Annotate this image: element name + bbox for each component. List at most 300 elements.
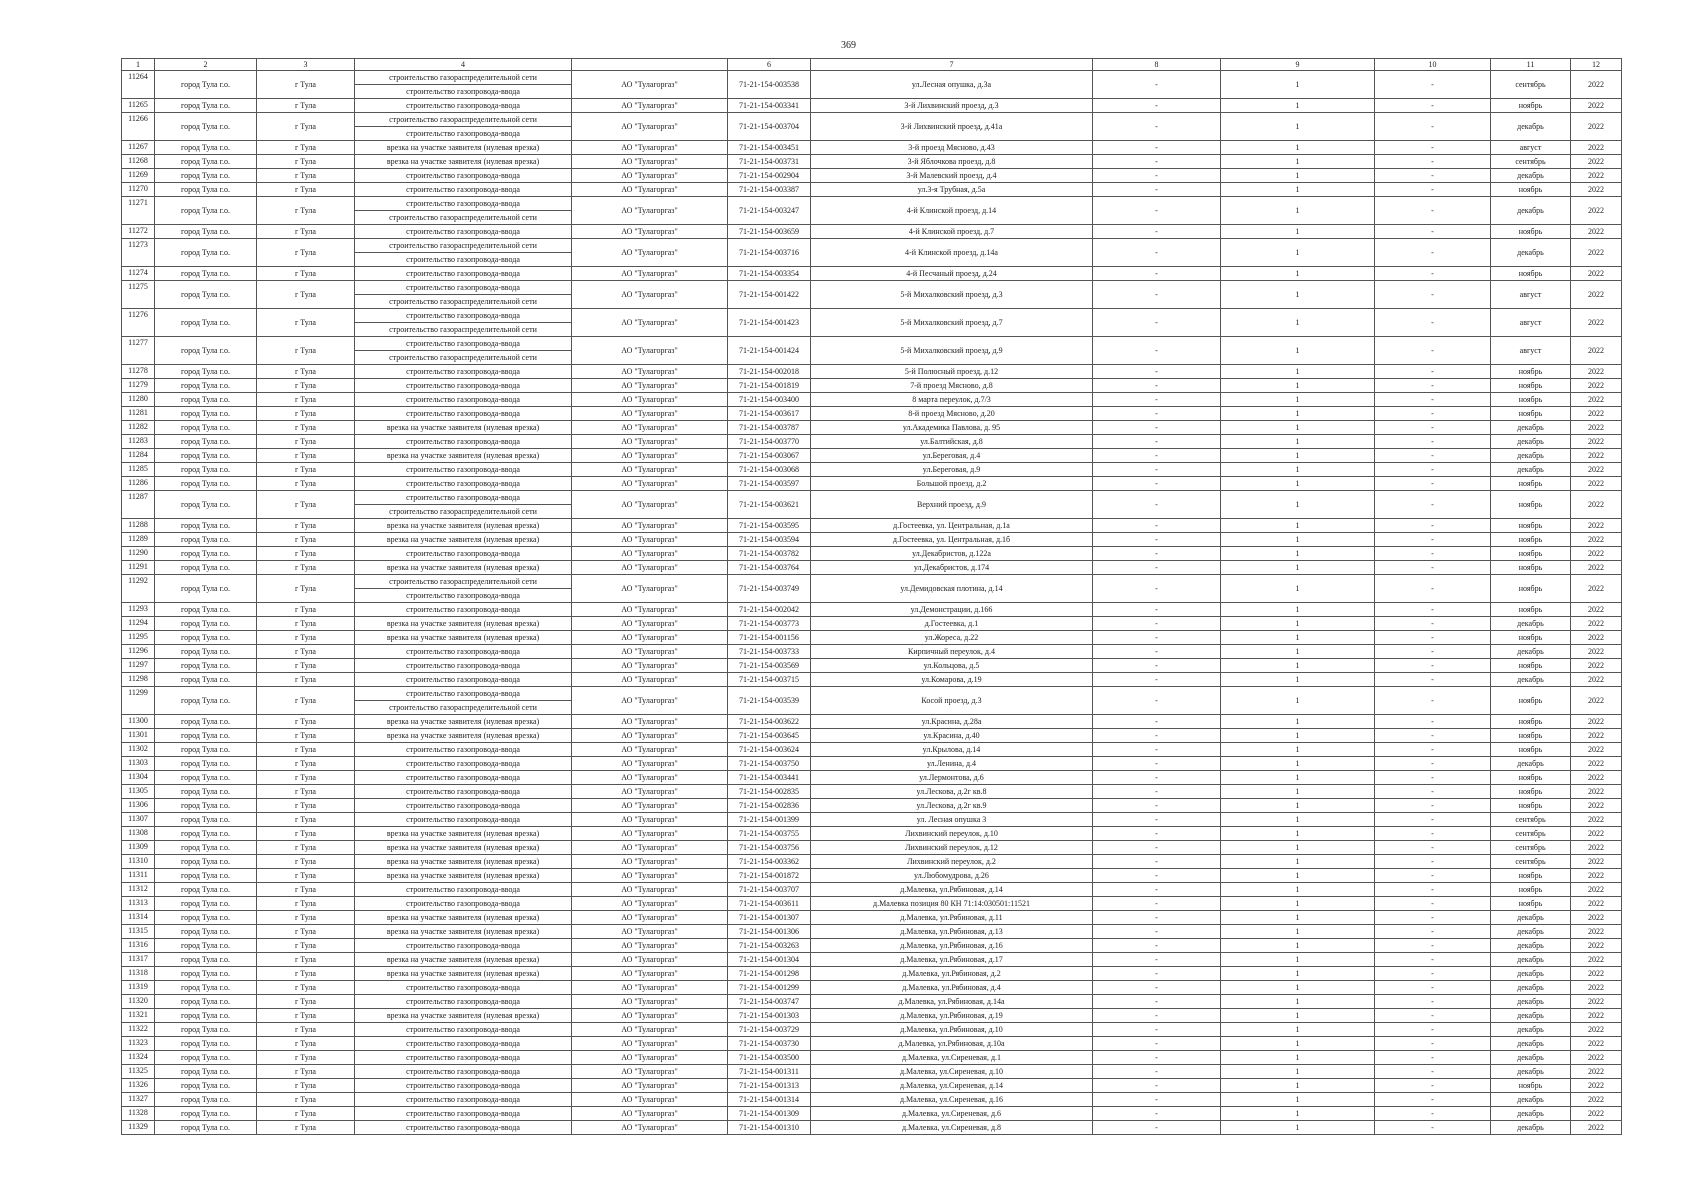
month-cell: ноябрь <box>1491 785 1571 799</box>
col9-cell: 1 <box>1221 183 1375 197</box>
work-type-cell <box>355 393 572 407</box>
column-header: 11 <box>1491 59 1571 71</box>
year-cell: 2022 <box>1571 491 1622 519</box>
month-cell: сентябрь <box>1491 855 1571 869</box>
municipality-cell: город Тула г.о. <box>155 1065 257 1079</box>
year-cell: 2022 <box>1571 729 1622 743</box>
col9-cell: 1 <box>1221 421 1375 435</box>
row-number-cell: 11288 <box>122 519 155 533</box>
row-number-cell: 11320 <box>122 995 155 1009</box>
application-code-cell: 71-21-154-003645 <box>728 729 811 743</box>
work-type-cell <box>355 169 572 183</box>
month-cell: ноябрь <box>1491 883 1571 897</box>
organization-cell: АО "Тулагоргаз" <box>572 281 728 309</box>
year-cell: 2022 <box>1571 463 1622 477</box>
table-row <box>122 477 1622 491</box>
work-type-line: строительство газопровода-ввода <box>406 311 520 320</box>
table-row <box>122 519 1622 533</box>
month-cell: ноябрь <box>1491 407 1571 421</box>
col8-cell: - <box>1093 925 1221 939</box>
col10-cell: - <box>1375 533 1491 547</box>
work-type-cell <box>355 463 572 477</box>
col8-cell: - <box>1093 603 1221 617</box>
address-cell: д.Малевка, ул.Рябиновая, д.11 <box>811 911 1093 925</box>
application-code-cell: 71-21-154-001422 <box>728 281 811 309</box>
col9-cell: 1 <box>1221 743 1375 757</box>
col10-cell: - <box>1375 477 1491 491</box>
month-cell: декабрь <box>1491 925 1571 939</box>
year-cell: 2022 <box>1571 477 1622 491</box>
month-cell: ноябрь <box>1491 225 1571 239</box>
year-cell: 2022 <box>1571 407 1622 421</box>
work-type-line: строительство газораспределительной сети <box>355 504 571 518</box>
municipality-cell: город Тула г.о. <box>155 1051 257 1065</box>
address-cell: 4-й Клинской проезд, д.7 <box>811 225 1093 239</box>
year-cell: 2022 <box>1571 603 1622 617</box>
month-cell: декабрь <box>1491 617 1571 631</box>
col8-cell: - <box>1093 659 1221 673</box>
col9-cell: 1 <box>1221 533 1375 547</box>
work-type-cell <box>355 883 572 897</box>
work-type-cell <box>355 561 572 575</box>
table-row <box>122 757 1622 771</box>
application-code-cell: 71-21-154-003341 <box>728 99 811 113</box>
col10-cell: - <box>1375 771 1491 785</box>
col10-cell: - <box>1375 911 1491 925</box>
municipality-cell: город Тула г.о. <box>155 869 257 883</box>
locality-cell: г Тула <box>257 1079 355 1093</box>
col9-cell: 1 <box>1221 883 1375 897</box>
application-code-cell: 71-21-154-002042 <box>728 603 811 617</box>
locality-cell: г Тула <box>257 1009 355 1023</box>
month-cell: ноябрь <box>1491 99 1571 113</box>
locality-cell: г Тула <box>257 673 355 687</box>
table-row <box>122 281 1622 309</box>
col10-cell: - <box>1375 799 1491 813</box>
row-number-cell: 11308 <box>122 827 155 841</box>
locality-cell: г Тула <box>257 449 355 463</box>
work-type-line: строительство газопровода-ввода <box>406 661 520 670</box>
address-cell: д.Малевка, ул.Рябиновая, д.17 <box>811 953 1093 967</box>
locality-cell: г Тула <box>257 631 355 645</box>
col8-cell: - <box>1093 267 1221 281</box>
locality-cell: г Тула <box>257 239 355 267</box>
col9-cell: 1 <box>1221 1093 1375 1107</box>
row-number-cell: 11269 <box>122 169 155 183</box>
month-cell: ноябрь <box>1491 365 1571 379</box>
address-cell: ул.Красина, д.28а <box>811 715 1093 729</box>
col10-cell: - <box>1375 561 1491 575</box>
municipality-cell: город Тула г.о. <box>155 1023 257 1037</box>
address-cell: ул.Ленина, д.4 <box>811 757 1093 771</box>
col8-cell: - <box>1093 953 1221 967</box>
col8-cell: - <box>1093 575 1221 603</box>
work-type-line: строительство газопровода-ввода <box>406 815 520 824</box>
year-cell: 2022 <box>1571 1051 1622 1065</box>
col8-cell: - <box>1093 687 1221 715</box>
work-type-cell <box>355 225 572 239</box>
work-type-line: строительство газораспределительной сети <box>389 241 537 250</box>
col8-cell: - <box>1093 561 1221 575</box>
column-header: 3 <box>257 59 355 71</box>
col10-cell: - <box>1375 1079 1491 1093</box>
municipality-cell: город Тула г.о. <box>155 393 257 407</box>
year-cell: 2022 <box>1571 519 1622 533</box>
municipality-cell: город Тула г.о. <box>155 197 257 225</box>
row-number-cell: 11275 <box>122 281 155 309</box>
year-cell: 2022 <box>1571 757 1622 771</box>
year-cell: 2022 <box>1571 561 1622 575</box>
col8-cell: - <box>1093 477 1221 491</box>
table-row <box>122 491 1622 519</box>
row-number-cell: 11281 <box>122 407 155 421</box>
locality-cell: г Тула <box>257 799 355 813</box>
work-type-cell <box>355 967 572 981</box>
locality-cell: г Тула <box>257 897 355 911</box>
locality-cell: г Тула <box>257 813 355 827</box>
locality-cell: г Тула <box>257 99 355 113</box>
month-cell: ноябрь <box>1491 1079 1571 1093</box>
municipality-cell: город Тула г.о. <box>155 925 257 939</box>
col9-cell: 1 <box>1221 1079 1375 1093</box>
work-type-line: строительство газопровода-ввода <box>406 269 520 278</box>
work-type-cell <box>355 743 572 757</box>
table-row <box>122 1079 1622 1093</box>
month-cell: сентябрь <box>1491 841 1571 855</box>
organization-cell: АО "Тулагоргаз" <box>572 1051 728 1065</box>
address-cell: д.Малевка, ул.Рябиновая, д.2 <box>811 967 1093 981</box>
year-cell: 2022 <box>1571 197 1622 225</box>
col8-cell: - <box>1093 421 1221 435</box>
year-cell: 2022 <box>1571 71 1622 99</box>
col9-cell: 1 <box>1221 449 1375 463</box>
organization-cell: АО "Тулагоргаз" <box>572 995 728 1009</box>
table-row <box>122 785 1622 799</box>
table-row <box>122 547 1622 561</box>
address-cell: ул.Лесная опушка, д.3а <box>811 71 1093 99</box>
month-cell: ноябрь <box>1491 603 1571 617</box>
application-code-cell: 71-21-154-003400 <box>728 393 811 407</box>
work-type-cell <box>355 1037 572 1051</box>
application-code-cell: 71-21-154-003755 <box>728 827 811 841</box>
col9-cell: 1 <box>1221 813 1375 827</box>
row-number-cell: 11271 <box>122 197 155 225</box>
year-cell: 2022 <box>1571 435 1622 449</box>
col10-cell: - <box>1375 407 1491 421</box>
year-cell: 2022 <box>1571 183 1622 197</box>
year-cell: 2022 <box>1571 575 1622 603</box>
row-number-cell: 11309 <box>122 841 155 855</box>
col9-cell: 1 <box>1221 281 1375 309</box>
work-type-line: строительство газопровода-ввода <box>406 283 520 292</box>
work-type-line: строительство газопровода-ввода <box>406 801 520 810</box>
address-cell: 5-й Михалковский проезд, д.9 <box>811 337 1093 365</box>
address-cell: ул.Демидовская плотина, д.14 <box>811 575 1093 603</box>
col8-cell: - <box>1093 883 1221 897</box>
organization-cell: АО "Тулагоргаз" <box>572 883 728 897</box>
municipality-cell: город Тула г.о. <box>155 841 257 855</box>
table-row <box>122 729 1622 743</box>
col9-cell: 1 <box>1221 855 1375 869</box>
col8-cell: - <box>1093 309 1221 337</box>
row-number-cell: 11284 <box>122 449 155 463</box>
address-cell: Лихвинский переулок, д.10 <box>811 827 1093 841</box>
work-type-cell <box>355 897 572 911</box>
month-cell: ноябрь <box>1491 267 1571 281</box>
application-code-cell: 71-21-154-003247 <box>728 197 811 225</box>
work-type-line: строительство газопровода-ввода <box>406 339 520 348</box>
row-number-cell: 11326 <box>122 1079 155 1093</box>
col8-cell: - <box>1093 547 1221 561</box>
col8-cell: - <box>1093 911 1221 925</box>
municipality-cell: город Тула г.о. <box>155 967 257 981</box>
address-cell: д.Малевка, ул.Сиреневая, д.6 <box>811 1107 1093 1121</box>
col8-cell: - <box>1093 1009 1221 1023</box>
year-cell: 2022 <box>1571 659 1622 673</box>
col9-cell: 1 <box>1221 953 1375 967</box>
application-code-cell: 71-21-154-003263 <box>728 939 811 953</box>
work-type-line: врезка на участке заявителя (нулевая врезка) <box>386 563 540 572</box>
month-cell: ноябрь <box>1491 519 1571 533</box>
table-row <box>122 421 1622 435</box>
address-cell: 4-й Клинской проезд, д.14 <box>811 197 1093 225</box>
row-number-cell: 11282 <box>122 421 155 435</box>
col8-cell: - <box>1093 533 1221 547</box>
work-type-cell <box>355 1093 572 1107</box>
municipality-cell: город Тула г.о. <box>155 421 257 435</box>
month-cell: декабрь <box>1491 1051 1571 1065</box>
address-cell: д.Малевка, ул.Рябиновая, д.4 <box>811 981 1093 995</box>
col10-cell: - <box>1375 631 1491 645</box>
work-type-line: строительство газопровода-ввода <box>406 1123 520 1132</box>
year-cell: 2022 <box>1571 715 1622 729</box>
col9-cell: 1 <box>1221 925 1375 939</box>
application-code-cell: 71-21-154-003747 <box>728 995 811 1009</box>
municipality-cell: город Тула г.о. <box>155 1093 257 1107</box>
work-type-cell <box>355 113 572 141</box>
table-row <box>122 1121 1622 1135</box>
table-row <box>122 379 1622 393</box>
address-cell: д.Малевка, ул.Рябиновая, д.19 <box>811 1009 1093 1023</box>
municipality-cell: город Тула г.о. <box>155 953 257 967</box>
locality-cell: г Тула <box>257 869 355 883</box>
col9-cell: 1 <box>1221 463 1375 477</box>
locality-cell: г Тула <box>257 463 355 477</box>
address-cell: ул.Крылова, д.14 <box>811 743 1093 757</box>
col9-cell: 1 <box>1221 869 1375 883</box>
application-code-cell: 71-21-154-003782 <box>728 547 811 561</box>
row-number-cell: 11272 <box>122 225 155 239</box>
col8-cell: - <box>1093 239 1221 267</box>
month-cell: ноябрь <box>1491 547 1571 561</box>
municipality-cell: город Тула г.о. <box>155 855 257 869</box>
application-code-cell: 71-21-154-001872 <box>728 869 811 883</box>
address-cell: 5-й Полюсный проезд, д.12 <box>811 365 1093 379</box>
work-type-line: строительство газопровода-ввода <box>406 1067 520 1076</box>
application-code-cell: 71-21-154-001299 <box>728 981 811 995</box>
municipality-cell: город Тула г.о. <box>155 743 257 757</box>
col10-cell: - <box>1375 757 1491 771</box>
work-type-line: строительство газопровода-ввода <box>406 395 520 404</box>
row-number-cell: 11270 <box>122 183 155 197</box>
work-type-line: строительство газораспределительной сети <box>355 322 571 336</box>
table-row <box>122 827 1622 841</box>
col9-cell: 1 <box>1221 659 1375 673</box>
work-type-line: строительство газопровода-ввода <box>406 101 520 110</box>
work-type-line: врезка на участке заявителя (нулевая врезка) <box>386 717 540 726</box>
work-type-line: строительство газопровода-ввода <box>406 409 520 418</box>
work-type-cell <box>355 603 572 617</box>
application-code-cell: 71-21-154-001310 <box>728 1121 811 1135</box>
col10-cell: - <box>1375 967 1491 981</box>
col10-cell: - <box>1375 155 1491 169</box>
locality-cell: г Тула <box>257 393 355 407</box>
work-type-line: врезка на участке заявителя (нулевая врезка) <box>386 157 540 166</box>
row-number-cell: 11303 <box>122 757 155 771</box>
organization-cell: АО "Тулагоргаз" <box>572 617 728 631</box>
locality-cell: г Тула <box>257 757 355 771</box>
work-type-cell <box>355 379 572 393</box>
month-cell: август <box>1491 309 1571 337</box>
application-code-cell: 71-21-154-002904 <box>728 169 811 183</box>
locality-cell: г Тула <box>257 71 355 99</box>
col9-cell: 1 <box>1221 897 1375 911</box>
municipality-cell: город Тула г.о. <box>155 673 257 687</box>
month-cell: декабрь <box>1491 939 1571 953</box>
address-cell: ул.Кольцова, д.5 <box>811 659 1093 673</box>
organization-cell: АО "Тулагоргаз" <box>572 645 728 659</box>
work-type-line: строительство газораспределительной сети <box>355 294 571 308</box>
work-type-cell <box>355 1079 572 1093</box>
year-cell: 2022 <box>1571 281 1622 309</box>
address-cell: 3-й Лихвинский проезд, д.3 <box>811 99 1093 113</box>
col8-cell: - <box>1093 407 1221 421</box>
year-cell: 2022 <box>1571 827 1622 841</box>
work-type-line: строительство газопровода-ввода <box>406 367 520 376</box>
work-type-line: строительство газопровода-ввода <box>406 479 520 488</box>
address-cell: ул.Лескова, д.2г кв.8 <box>811 785 1093 799</box>
col10-cell: - <box>1375 183 1491 197</box>
work-type-cell <box>355 981 572 995</box>
address-cell: ул.Жореса, д.22 <box>811 631 1093 645</box>
col10-cell: - <box>1375 99 1491 113</box>
year-cell: 2022 <box>1571 1079 1622 1093</box>
month-cell: сентябрь <box>1491 71 1571 99</box>
work-type-line: строительство газопровода-ввода <box>406 689 520 698</box>
col10-cell: - <box>1375 827 1491 841</box>
work-type-cell <box>355 421 572 435</box>
locality-cell: г Тула <box>257 1037 355 1051</box>
work-type-cell <box>355 659 572 673</box>
address-cell: ул.Береговая, д.4 <box>811 449 1093 463</box>
row-number-cell: 11310 <box>122 855 155 869</box>
locality-cell: г Тула <box>257 729 355 743</box>
col9-cell: 1 <box>1221 995 1375 1009</box>
year-cell: 2022 <box>1571 673 1622 687</box>
row-number-cell: 11313 <box>122 897 155 911</box>
work-type-line: врезка на участке заявителя (нулевая врезка) <box>386 731 540 740</box>
year-cell: 2022 <box>1571 645 1622 659</box>
row-number-cell: 11323 <box>122 1037 155 1051</box>
application-code-cell: 71-21-154-001423 <box>728 309 811 337</box>
table-row <box>122 449 1622 463</box>
organization-cell: АО "Тулагоргаз" <box>572 477 728 491</box>
table-row <box>122 183 1622 197</box>
work-type-line: строительство газопровода-ввода <box>406 997 520 1006</box>
table-row <box>122 393 1622 407</box>
address-cell: ул.3-я Трубная, д.5а <box>811 183 1093 197</box>
organization-cell: АО "Тулагоргаз" <box>572 561 728 575</box>
organization-cell: АО "Тулагоргаз" <box>572 71 728 99</box>
col8-cell: - <box>1093 155 1221 169</box>
application-code-cell: 71-21-154-003730 <box>728 1037 811 1051</box>
work-type-line: строительство газопровода-ввода <box>406 675 520 684</box>
row-number-cell: 11267 <box>122 141 155 155</box>
application-code-cell: 71-21-154-003597 <box>728 477 811 491</box>
work-type-line: строительство газопровода-ввода <box>406 1039 520 1048</box>
col9-cell: 1 <box>1221 267 1375 281</box>
organization-cell: АО "Тулагоргаз" <box>572 743 728 757</box>
locality-cell: г Тула <box>257 575 355 603</box>
organization-cell: АО "Тулагоргаз" <box>572 393 728 407</box>
col9-cell: 1 <box>1221 337 1375 365</box>
row-number-cell: 11314 <box>122 911 155 925</box>
municipality-cell: город Тула г.о. <box>155 309 257 337</box>
organization-cell: АО "Тулагоргаз" <box>572 1037 728 1051</box>
row-number-cell: 11293 <box>122 603 155 617</box>
organization-cell: АО "Тулагоргаз" <box>572 841 728 855</box>
work-type-cell <box>355 1121 572 1135</box>
row-number-cell: 11319 <box>122 981 155 995</box>
organization-cell: АО "Тулагоргаз" <box>572 267 728 281</box>
row-number-cell: 11264 <box>122 71 155 99</box>
address-cell: 5-й Михалковский проезд, д.7 <box>811 309 1093 337</box>
application-code-cell: 71-21-154-003387 <box>728 183 811 197</box>
application-code-cell: 71-21-154-003704 <box>728 113 811 141</box>
col9-cell: 1 <box>1221 239 1375 267</box>
organization-cell: АО "Тулагоргаз" <box>572 953 728 967</box>
address-cell: Лихвинский переулок, д.12 <box>811 841 1093 855</box>
col10-cell: - <box>1375 1051 1491 1065</box>
col8-cell: - <box>1093 393 1221 407</box>
address-cell: Большой проезд, д.2 <box>811 477 1093 491</box>
application-code-cell: 71-21-154-003621 <box>728 491 811 519</box>
locality-cell: г Тула <box>257 1107 355 1121</box>
organization-cell: АО "Тулагоргаз" <box>572 99 728 113</box>
month-cell: ноябрь <box>1491 743 1571 757</box>
month-cell: сентябрь <box>1491 155 1571 169</box>
locality-cell: г Тула <box>257 225 355 239</box>
month-cell: август <box>1491 337 1571 365</box>
col8-cell: - <box>1093 785 1221 799</box>
table-row <box>122 1065 1622 1079</box>
work-type-cell <box>355 519 572 533</box>
organization-cell: АО "Тулагоргаз" <box>572 855 728 869</box>
col10-cell: - <box>1375 953 1491 967</box>
year-cell: 2022 <box>1571 897 1622 911</box>
table-row <box>122 463 1622 477</box>
locality-cell: г Тула <box>257 645 355 659</box>
work-type-cell <box>355 533 572 547</box>
col10-cell: - <box>1375 379 1491 393</box>
col8-cell: - <box>1093 827 1221 841</box>
application-code-cell: 71-21-154-003067 <box>728 449 811 463</box>
year-cell: 2022 <box>1571 799 1622 813</box>
row-number-cell: 11328 <box>122 1107 155 1121</box>
col8-cell: - <box>1093 645 1221 659</box>
application-code-cell: 71-21-154-003068 <box>728 463 811 477</box>
row-number-cell: 11329 <box>122 1121 155 1135</box>
